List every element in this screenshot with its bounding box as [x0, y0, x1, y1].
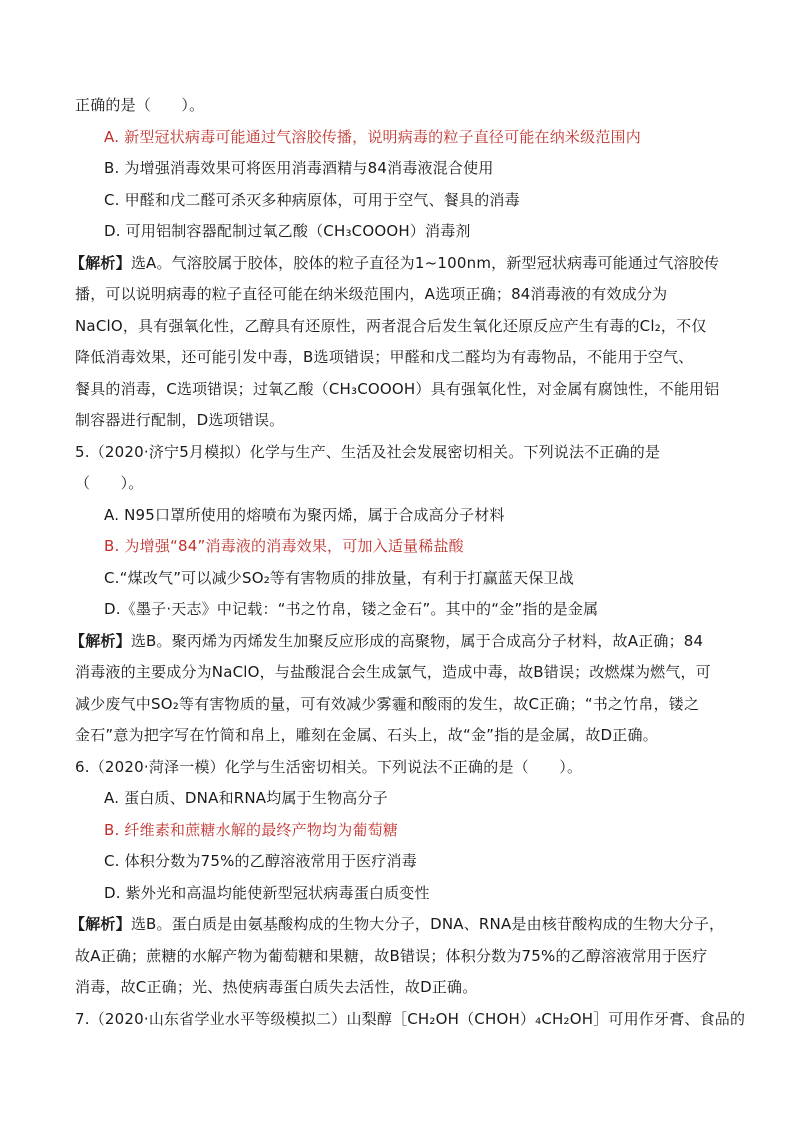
q6-option-d: D. 紫外光和高温均能使新型冠状病毒蛋白质变性	[104, 884, 430, 902]
q4-analysis-line-1	[70, 253, 719, 273]
q4-analysis-line-2: 播，可以说明病毒的粒子直径可能在纳米级范围内，A选项正确；84消毒液的有效成分为	[75, 285, 668, 303]
q4-analysis-line-6: 制容器进行配制，D选项错误。	[75, 411, 285, 429]
q6-analysis-line-2: 故A正确；蔗糖的水解产物为葡萄糖和果糖，故B错误；体积分数为75%的乙醇溶液常用于医疗	[75, 947, 708, 965]
q6-analysis-label: 【解析】	[70, 915, 131, 933]
q5-analysis-line-2: 消毒液的主要成分为NaClO，与盐酸混合会生成氯气，造成中毒，故B错误；改燃煤为燃气，可	[75, 663, 711, 681]
q4-option-d: D. 可用铝制容器配制过氧乙酸（CH₃COOOH）消毒剂	[104, 222, 471, 240]
q5-option-a: A. N95口罩所使用的熔喷布为聚丙烯，属于合成高分子材料	[104, 506, 505, 524]
q4-option-a: A. 新型冠状病毒可能通过气溶胶传播，说明病毒的粒子直径可能在纳米级范围内	[104, 128, 641, 146]
q6-analysis-line-1	[70, 914, 724, 934]
q4-option-c: C. 甲醛和戊二醛可杀灭多种病原体，可用于空气、餐具的消毒	[104, 191, 520, 209]
q5-analysis-line-1	[70, 631, 703, 651]
q5-option-b: B. 为增强“84”消毒液的消毒效果，可加入适量稀盐酸	[104, 537, 464, 555]
q4-option-b: B. 为增强消毒效果可将医用消毒酒精与84消毒液混合使用	[104, 159, 494, 177]
q6-option-c: C. 体积分数为75%的乙醇溶液常用于医疗消毒	[104, 852, 417, 870]
q4-analysis-label: 【解析】	[70, 254, 131, 272]
q4-analysis-line-4: 降低消毒效果，还可能引发中毒，B选项错误；甲醛和戊二醛均为有毒物品，不能用于空气、	[75, 348, 694, 366]
q6-option-b: B. 纤维素和蔗糖水解的最终产物均为葡萄糖	[104, 821, 399, 839]
q4-analysis-line-3: NaClO，具有强氧化性，乙醇具有还原性，两者混合后发生氧化还原反应产生有毒的Cl₂，不仅	[75, 317, 707, 335]
q7-stem: 7.（2020·山东省学业水平等级模拟二）山梨醇［CH₂OH（CHOH）₄CH₂OH］可用作牙膏、食品的	[75, 1010, 746, 1028]
q5-option-c: C.“煤改气”可以减少SO₂等有害物质的排放量，有利于打赢蓝天保卫战	[104, 569, 574, 587]
q4-stem-tail: 正确的是（ ）。	[75, 96, 205, 114]
q5-analysis-text: 选B。聚丙烯为丙烯发生加聚反应形成的高聚物，属于合成高分子材料，故A正确；84	[130, 632, 704, 650]
q5-analysis-line-3: 减少废气中SO₂等有害物质的量，可有效减少雾霾和酸雨的发生，故C正确；“书之竹帛，镂之	[75, 695, 700, 713]
q6-option-a: A. 蛋白质、DNA和RNA均属于生物高分子	[104, 789, 388, 807]
q4-analysis-line-5: 餐具的消毒，C选项错误；过氧乙酸（CH₃COOOH）具有强氧化性，对金属有腐蚀性，不能用铝	[75, 380, 720, 398]
q6-stem: 6.（2020·菏泽一模）化学与生活密切相关。下列说法不正确的是（ ）。	[75, 758, 583, 776]
q5-option-d: D.《墨子·天志》中记载：“书之竹帛，镂之金石”。其中的“金”指的是金属	[104, 600, 599, 618]
q5-analysis-label: 【解析】	[70, 632, 131, 650]
q6-analysis-line-3: 消毒，故C正确；光、热使病毒蛋白质失去活性，故D正确。	[75, 978, 478, 996]
q5-stem-line-1: 5.（2020·济宁5月模拟）化学与生产、生活及社会发展密切相关。下列说法不正确的是	[75, 443, 661, 461]
q5-stem-line-2: （ ）。	[75, 474, 144, 492]
q6-analysis-text: 选B。蛋白质是由氨基酸构成的生物大分子，DNA、RNA是由核苷酸构成的生物大分子，	[130, 915, 725, 933]
q5-analysis-line-4: 金石”意为把字写在竹简和帛上，雕刻在金属、石头上，故“金”指的是金属，故D正确。	[75, 726, 658, 744]
q4-analysis-text: 选A。气溶胶属于胶体，胶体的粒子直径为1~100nm，新型冠状病毒可能通过气溶胶传	[130, 254, 720, 272]
